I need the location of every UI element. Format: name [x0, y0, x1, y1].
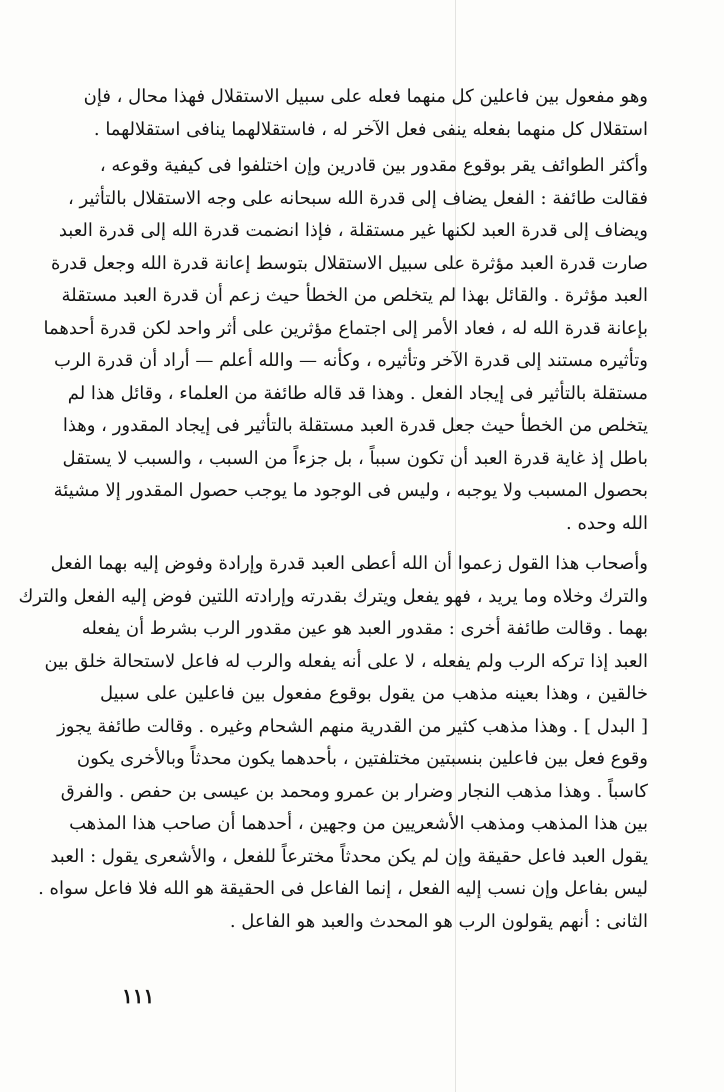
- text-line: استقلال كل منهما بفعله ينفى فعل الآخر له ، فاستقلالهما ينافى استقلالهما .: [93, 118, 648, 140]
- text-line: بين هذا المذهب ومذهب الأشعريين من وجهين ، أحدهما أن صاحب هذا المذهب: [69, 813, 648, 834]
- text-line: ويضاف إلى قدرة العبد لكنها غير مستقلة ، فإذا انضمت قدرة الله إلى قدرة العبد: [58, 220, 648, 241]
- text-line: الثانى : أنهم يقولون الرب هو المحدث والعبد هو الفاعل .: [229, 910, 648, 932]
- text-line: مستقلة بالتأثير فى إيجاد الفعل . وهذا قد قاله طائفة من العلماء ، وقائل هذا لم: [67, 382, 648, 404]
- text-line: كاسباً . وهذا مذهب النجار وضرار بن عمرو ومحمد بن عيسى بن حفص . والفرق: [60, 780, 648, 802]
- text-line: وأصحاب هذا القول زعموا أن الله أعطى العبد قدرة وإرادة وفوض إليه بهما الفعل: [50, 553, 648, 574]
- paragraph-2: [43, 150, 648, 540]
- text-line: بحصول المسبب ولا يوجبه ، وليس فى الوجود ما يوجب حصول المقدور إلا مشيئة: [53, 480, 648, 501]
- text-line: فقالت طائفة : الفعل يضاف إلى قدرة الله سبحانه على وجه الاستقلال بالتأثير ،: [67, 187, 648, 209]
- text-line: [ البدل ] . وهذا مذهب كثير من القدرية منهم الشحام وغيره . وقالت طائفة يجوز: [57, 715, 648, 737]
- text-line: وهو مفعول بين فاعلين كل منهما فعله على سبيل الاستقلال فهذا محال ، فإن: [83, 86, 648, 107]
- text-line: خالقين ، وهذا بعينه مذهب من يقول بوقوع مفعول بين فاعلين على سبيل: [100, 683, 648, 704]
- text-line: والترك وخلاه وما يريد ، فهو يفعل ويترك بقدرته وإرادته اللتين فوض إليه الفعل والترك: [18, 585, 648, 607]
- text-line: يتخلص من الخطأ حيث جعل قدرة العبد مستقلة بالتأثير فى إيجاد المقدور ، وهذا: [62, 415, 648, 436]
- text-line: العبد إذا تركه الرب ولم يفعله ، لا على أنه يفعله والرب له فاعل لاستحالة خلق بين: [44, 650, 648, 672]
- text-line: وتأثيره مستند إلى قدرة الآخر وتأثيره ، وكأنه — والله أعلم — أراد أن قدرة الرب: [54, 350, 648, 371]
- text-line: يقول العبد فاعل حقيقة وإن لم يكن محدثاً مخترعاً للفعل ، والأشعرى يقول : العبد: [50, 845, 648, 867]
- text-line: ليس بفاعل وإن نسب إليه الفعل ، إنما الفاعل فى الحقيقة هو الله فلا فاعل سواه .: [38, 878, 648, 899]
- text-line: الله وحده .: [566, 512, 648, 534]
- page-number: ١١١: [122, 984, 155, 1008]
- text-line: باطل إذ غاية قدرة العبد أن تكون سبباً ، بل جزءاً من السبب ، والسبب لا يستقل: [62, 447, 648, 469]
- text-line: بإعانة قدرة الله له ، فعاد الأمر إلى اجتماع مؤثرين على أثر واحد لكن قدرة أحدهما: [43, 317, 648, 339]
- paragraph-1: [83, 81, 648, 146]
- text-line: بهما . وقالت طائفة أخرى : مقدور العبد هو عين مقدور الرب بشرط أن يفعله: [81, 618, 648, 639]
- text-line: وقوع فعل بين فاعلين بنسبتين مختلفتين ، بأحدهما يكون محدثاً وبالأخرى يكون: [76, 748, 648, 769]
- paragraph-3: [18, 548, 648, 938]
- text-line: صارت قدرة العبد مؤثرة على سبيل الاستقلال بتوسط إعانة قدرة الله وجعل قدرة: [51, 252, 648, 274]
- text-line: وأكثر الطوائف يقر بوقوع مقدور بين قادرين وإن اختلفوا فى كيفية وقوعه ،: [99, 155, 648, 176]
- text-line: العبد مؤثرة . والقائل بهذا لم يتخلص من الخطأ حيث زعم أن قدرة العبد مستقلة: [61, 285, 648, 306]
